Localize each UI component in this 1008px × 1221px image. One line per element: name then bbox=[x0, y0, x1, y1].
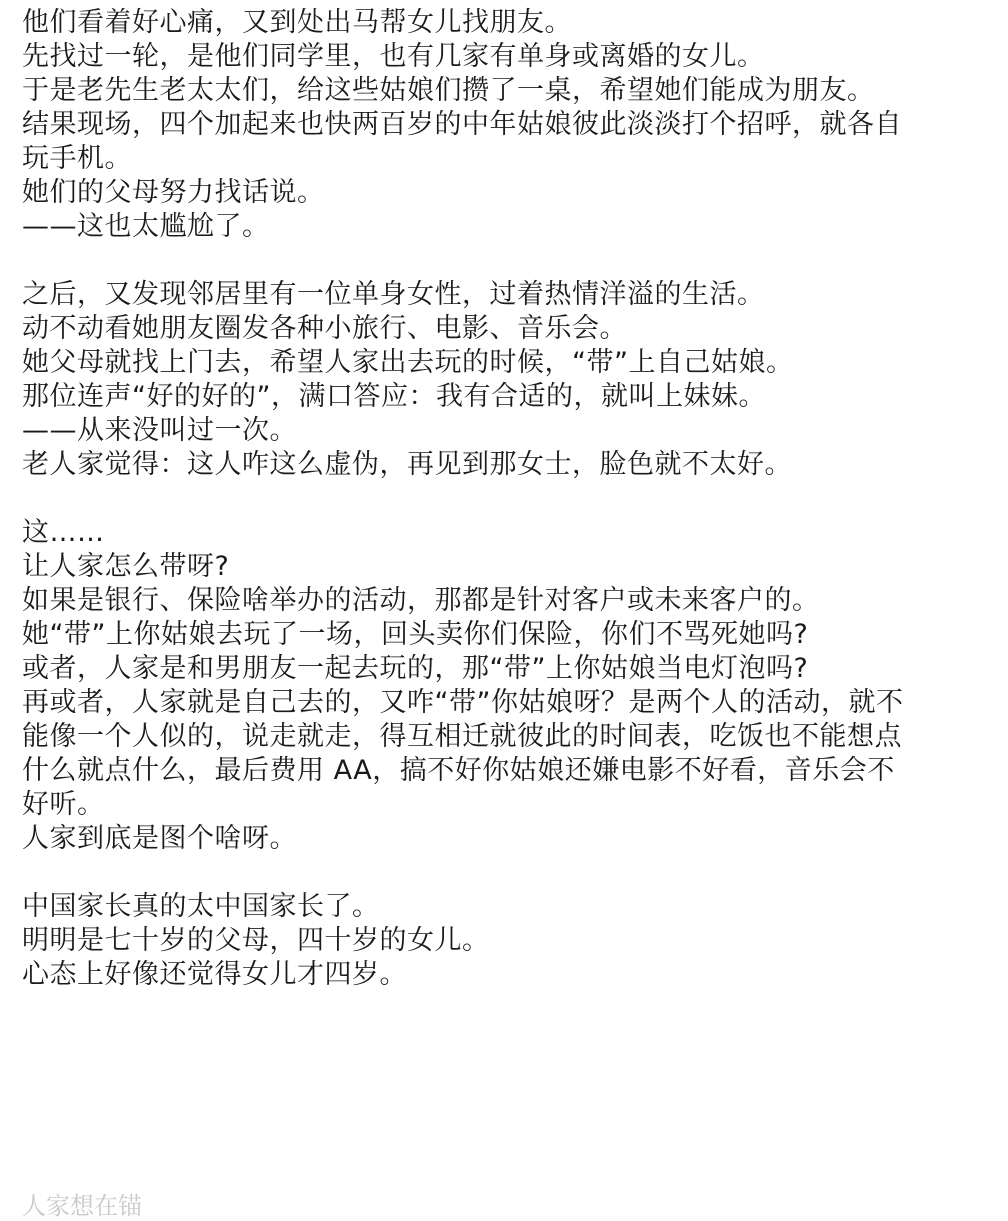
paragraph-2 bbox=[22, 278, 982, 482]
text-line: 结果现场，四个加起来也快两百岁的中年姑娘彼此淡淡打个招呼，就各自 bbox=[22, 109, 902, 140]
text-line: 能像一个人似的，说走就走，得互相迁就彼此的时间表，吃饭也不能想点 bbox=[22, 721, 902, 752]
paragraph-spacer bbox=[22, 856, 982, 890]
text-line: 她们的父母努力找话说。 bbox=[22, 177, 325, 208]
text-line: 中国家长真的太中国家长了。 bbox=[22, 891, 380, 922]
text-line: 老人家觉得：这人咋这么虚伪，再见到那女士，脸色就不太好。 bbox=[22, 449, 792, 480]
text-line: 人家到底是图个啥呀。 bbox=[22, 823, 297, 854]
paragraph-4 bbox=[22, 890, 982, 992]
text-line: 明明是七十岁的父母，四十岁的女儿。 bbox=[22, 925, 490, 956]
truncated-text-line: 人家想在锚 bbox=[22, 1192, 142, 1220]
paragraph-3 bbox=[22, 516, 982, 856]
text-line: 之后，又发现邻居里有一位单身女性，过着热情洋溢的生活。 bbox=[22, 279, 765, 310]
text-line: 他们看着好心痛，又到处出马帮女儿找朋友。 bbox=[22, 7, 572, 38]
text-line: 她“带”上你姑娘去玩了一场，回头卖你们保险，你们不骂死她吗? bbox=[22, 619, 809, 650]
text-line: 再或者，人家就是自己去的，又咋“带”你姑娘呀？是两个人的活动，就不 bbox=[22, 687, 904, 718]
text-line: 让人家怎么带呀? bbox=[22, 551, 230, 582]
text-line: 先找过一轮，是他们同学里，也有几家有单身或离婚的女儿。 bbox=[22, 41, 765, 72]
text-line: 她父母就找上门去，希望人家出去玩的时候，“带”上自己姑娘。 bbox=[22, 347, 794, 378]
article-body bbox=[22, 6, 982, 992]
paragraph-spacer bbox=[22, 244, 982, 278]
text-line: 什么就点什么，最后费用 AA，搞不好你姑娘还嫌电影不好看，音乐会不 bbox=[22, 755, 895, 786]
text-line: 或者，人家是和男朋友一起去玩的，那“带”上你姑娘当电灯泡吗? bbox=[22, 653, 809, 684]
text-line: ——这也太尴尬了。 bbox=[22, 211, 270, 242]
text-line: 玩手机。 bbox=[22, 143, 132, 174]
paragraph-1 bbox=[22, 6, 982, 244]
text-line: 那位连声“好的好的”，满口答应：我有合适的，就叫上妹妹。 bbox=[22, 381, 766, 412]
text-line: 于是老先生老太太们，给这些姑娘们攒了一桌，希望她们能成为朋友。 bbox=[22, 75, 875, 106]
text-line: 这…… bbox=[22, 517, 105, 548]
text-line: 动不动看她朋友圈发各种小旅行、电影、音乐会。 bbox=[22, 313, 627, 344]
text-line: ——从来没叫过一次。 bbox=[22, 415, 297, 446]
text-line: 如果是银行、保险啥举办的活动，那都是针对客户或未来客户的。 bbox=[22, 585, 820, 616]
paragraph-spacer bbox=[22, 482, 982, 516]
text-line: 好听。 bbox=[22, 789, 105, 820]
text-line: 心态上好像还觉得女儿才四岁。 bbox=[22, 959, 407, 990]
